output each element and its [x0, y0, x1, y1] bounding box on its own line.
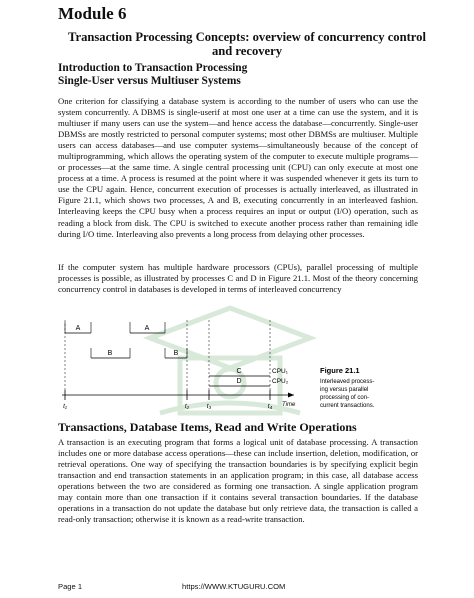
caption-line-2: ing versus parallel [320, 387, 369, 393]
label-cpu1: CPU₁ [272, 368, 288, 375]
module-title: Module 6 [58, 4, 127, 23]
single-multi-heading: Single-User versus Multiuser Systems [58, 75, 241, 87]
label-c: C [236, 368, 242, 375]
label-time: Time [282, 402, 296, 408]
label-b-2: B [173, 350, 179, 357]
footer-url[interactable]: https://WWW.KTUGURU.COM [182, 582, 286, 591]
label-b-1: B [107, 350, 113, 357]
label-d: D [236, 378, 242, 385]
label-t3: t₃ [206, 403, 212, 410]
time-arrow-icon [288, 393, 294, 398]
paragraph-3: A transaction is an executing program that forms a logical unit of database processing. A transaction includes one or more database access operations—these can include insertion, deletion, modification, or retrieval operations. One way of specifying the transaction boundaries is by specifying explicit begin transaction and end transaction statements in an application program; in this case, all database access operations between the two are considered as forming one transaction. A single application program may contain more than one transaction if it contains several transaction boundaries. If the database operations in a transaction do not update the database but only retrieve data, the transaction is called a read-only transaction; otherwise it is known as a read-write transaction. [58, 437, 418, 525]
label-cpu2: CPU₂ [272, 378, 289, 385]
paragraph-1: One criterion for classifying a database system is according to the number of users who can use the system concurrently. A DBMS is single-userif at most one user at a time can use the system, and it is multiuser if many users can use the system—and hence access the database—concurrently. Single-user DBMSs are mostly restricted to personal computer systems; most other DBMSs are multiuser. Multiple users can access databases—and use computer systems—simultaneously because of the concept of multiprogramming, which allows the operating system of the computer to execute multiple programs—or processes—at the same time. A single central processing unit (CPU) can only execute at most one process at a time. A process is resumed at the point where it was suspended whenever it gets its turn to use the CPU again. Hence, concurrent execution of processes is actually interleaved, as illustrated in Figure 21.1, which shows two processes, A and B, executing concurrently in an interleaved fashion. Interleaving keeps the CPU busy when a process requires an input or output (I/O) operation, such as reading a block from disk. The CPU is switched to execute another process rather than remaining idle during I/O time. Interleaving also prevents a long process from delaying other processes. [58, 96, 418, 239]
main-heading: Transaction Processing Concepts: overview of concurrency control and recovery [68, 30, 426, 58]
figure-21-1 [58, 318, 426, 418]
caption-line-3: processing of con- [320, 395, 370, 401]
label-t2: t₂ [184, 403, 190, 410]
label-a-1: A [75, 325, 81, 332]
caption-line-1: Interleaved process- [320, 379, 375, 385]
label-t1: t₁ [63, 403, 67, 410]
label-a-2: A [144, 325, 150, 332]
page-number: Page 1 [58, 582, 83, 591]
intro-heading: Introduction to Transaction Processing [58, 62, 248, 74]
label-t4: t₄ [267, 403, 273, 410]
figure-number: Figure 21.1 [320, 366, 360, 375]
paragraph-2: If the computer system has multiple hardware processors (CPUs), parallel processing of multiple processes is possible, as illustrated by processes C and D in Figure 21.1. Most of the theory concerning concurrency control in databases is developed in terms of interleaved concurrency [58, 262, 418, 295]
caption-line-4: current transactions. [320, 403, 375, 409]
section-heading: Transactions, Database Items, Read and Write Operations [58, 420, 357, 434]
